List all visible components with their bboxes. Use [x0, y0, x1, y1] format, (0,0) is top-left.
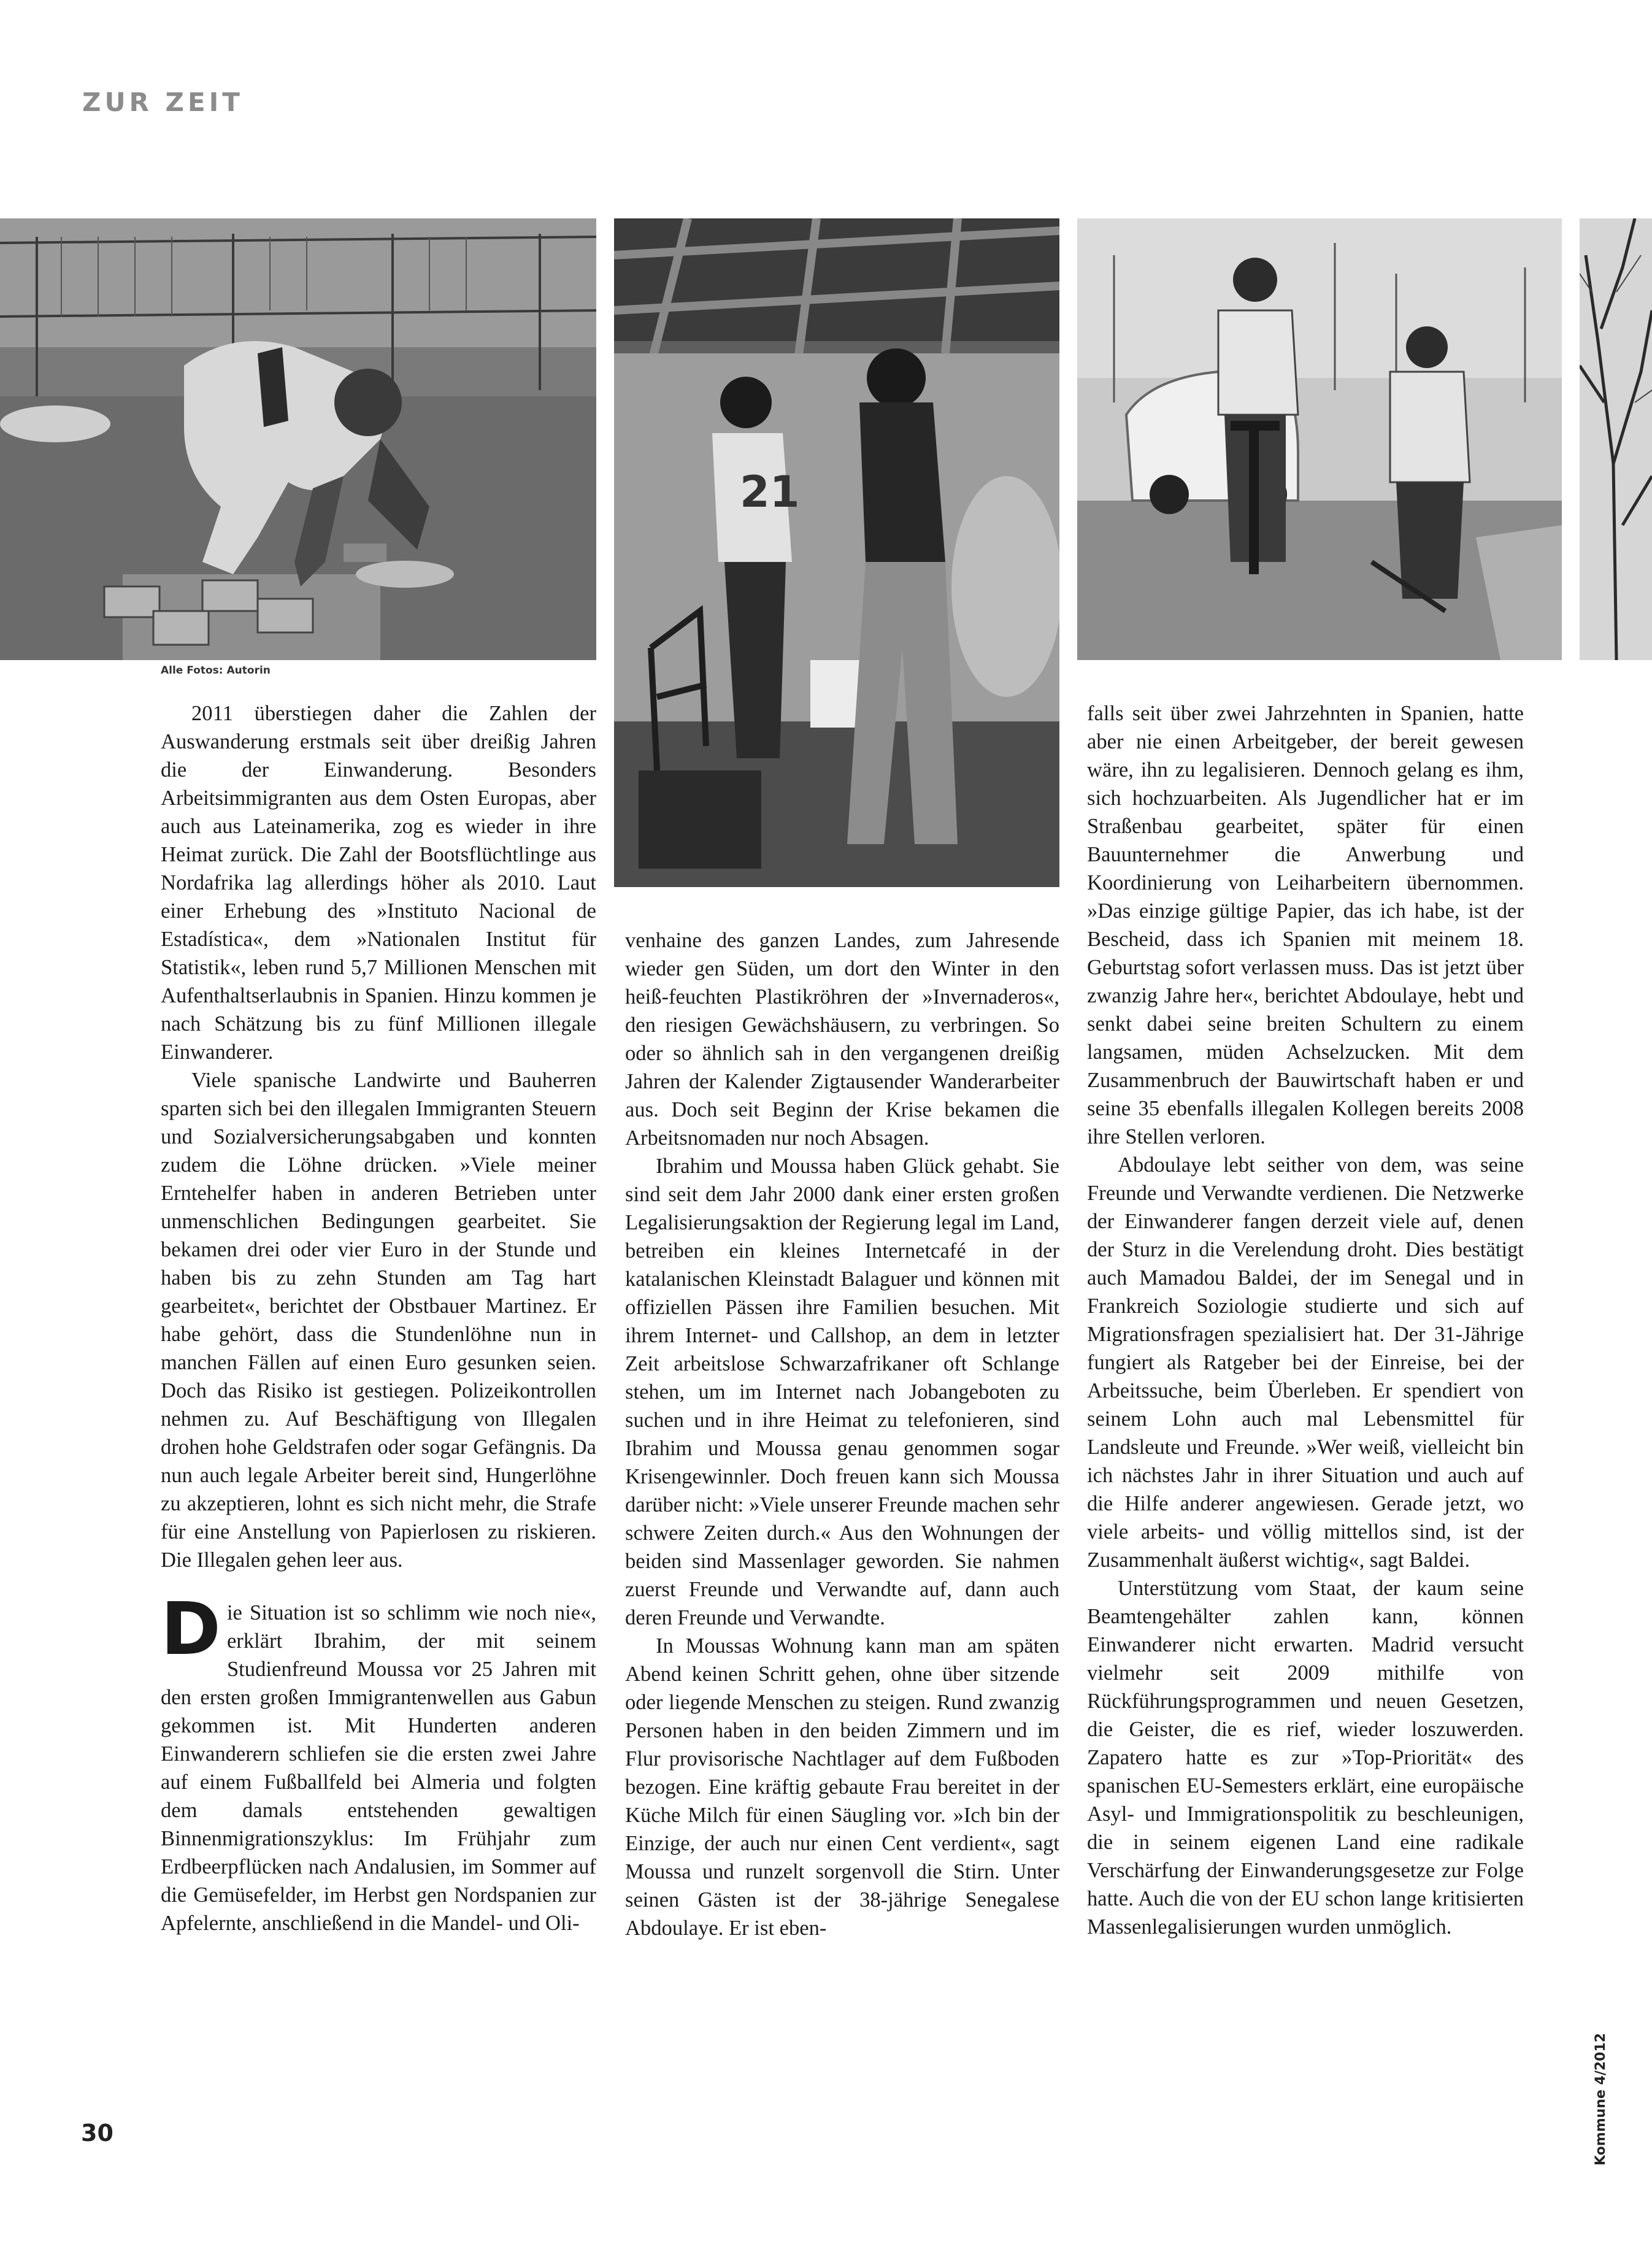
col3-paragraph-1: falls seit über zwei Jahrzehnten in Spanien, hatte aber nie einen Arbeitgeber, der bereit gewesen wäre, ihn zu legalisieren. Dennoch gelang es ihm, sich hochzuarbeiten. Als Jugendlicher hat er im Straßenbau gearbeitet, später für einen Bauunternehmer die Anwerbung und Koordinierung von Leiharbeitern übernommen. »Das einzige gültige Papier, das ich habe, ist der Bescheid, dass ich Spanien mit meinem 18. Geburtstag sofort verlassen muss. Das ist jetzt über zwanzig Jahre her«, berichtet Abdoulaye, hebt und senkt dabei seine breiten Schultern zu einem langsamen, müden Achselzucken. Mit dem Zusammenbruch der Bauwirtschaft haben er und seine 35 ebenfalls illegalen Kollegen bereits 2008 ihre Stellen verloren.: [1087, 702, 1524, 1148]
photo-worker-laying-pavers: [0, 218, 596, 660]
col2-paragraph-3: In Moussas Wohnung kann man am späten Abend keinen Schritt gehen, ohne über sitzende oder liegende Menschen zu steigen. Rund zwanzig Personen haben in den beiden Zimmern und im Flur provisorische Nachtlager auf dem Fußboden bezogen. Eine kräftig gebaute Frau bereitet in der Küche Milch für einen Säugling vor. »Ich bin der Einzige, der auch nur einen Cent verdient«, sagt Moussa und runzelt sorgenvoll die Stirn. Unter seinen Gästen ist der 38-jährige Senegalese Abdoulaye. Er ist eben-: [625, 1634, 1059, 1940]
column-2: [625, 926, 1059, 1942]
photo-jackhammer-icon: [1077, 218, 1562, 660]
svg-text:21: 21: [740, 467, 800, 517]
col3-paragraph-2: Abdoulaye lebt seither von dem, was seine Freunde und Verwandte verdienen. Die Netzwerke der Einwanderer fangen derzeit viele auf, denen der Sturz in die Verelendung droht. Dies bestätigt auch Mamadou Baldei, der im Senegal und in Frankreich Soziologie studierte und sich auf Migrationsfragen spezialisiert hat. Der 31-Jährige fungiert als Ratgeber bei der Einreise, bei der Arbeitssuche, beim Überleben. Er spendiert von seinem Lohn auch mal Lebensmittel für Landsleute und Freunde. »Wer weiß, vielleicht bin ich nächstes Jahr in ihrer Situation und auch auf die Hilfe anderer angewiesen. Gerade jetzt, wo viele arbeits- und völlig mittellos sind, ist der Zusammenhalt äußerst wichtig«, sagt Baldei.: [1087, 1153, 1524, 1572]
col1-paragraph-2: Viele spanische Landwirte und Bauherren sparten sich bei den illegalen Immigranten Steuern und Sozialversicherungsabgaben und konnten zudem die Löhne drücken. »Viele meiner Erntehelfer haben in anderen Betrieben unter unmenschlichen Bedingungen gearbeitet. Sie bekamen drei oder vier Euro in der Stunde und haben bis zu zehn Stunden am Tag hart gearbeitet«, berichtet der Obstbauer Martinez. Er habe gehört, dass die Stundenlöhne nun in manchen Fällen auf einen Euro gesunken seien. Doch das Risiko ist gestiegen. Polizeikontrollen nehmen zu. Auf Beschäftigung von Illegalen drohen hohe Geldstrafen oder sogar Gefängnis. Da nun auch legale Arbeiter bereit sind, Hungerlöhne zu akzeptieren, lohnt es sich nicht mehr, die Strafe für eine Anstellung von Papierlosen zu riskieren. Die Illegalen gehen leer aus.: [161, 1069, 596, 1572]
col2-paragraph-1: venhaine des ganzen Landes, zum Jahresende wieder gen Süden, um dort den Winter in den heiß-feuchten Plastikröhren der »Invernaderos«, den riesigen Gewächshäusern, zu verbringen. So oder so ähnlich sah in den vergangenen dreißig Jahren der Kalender Zigtausender Wanderarbeiter aus. Doch seit Beginn der Krise bekamen die Arbeitsnomaden nur noch Absagen.: [625, 929, 1059, 1150]
column-1: [161, 699, 596, 1937]
photo-credit: Alle Fotos: Autorin: [161, 664, 271, 677]
col1-paragraph-3: [161, 1586, 596, 1937]
section-header: ZUR ZEIT: [82, 87, 244, 117]
photo-shelter-icon: [614, 218, 1059, 887]
col2-paragraph-2: Ibrahim und Moussa haben Glück gehabt. Sie sind seit dem Jahr 2000 dank einer ersten großen Legalisierungsaktion der Regierung legal im Land, betreiben ein kleines Internetcafé in der katalanischen Kleinstadt Balaguer und können mit offiziellen Pässen ihre Familien besuchen. Mit ihrem Internet- und Callshop, an dem in letzter Zeit arbeitslose Schwarzafrikaner oft Schlange stehen, um im Internet nach Jobangeboten zu suchen und in ihre Heimat zu telefonieren, sind Ibrahim und Moussa genau genommen sogar Krisengewinnler. Doch freuen kann sich Moussa darüber nicht: »Viele unserer Freunde machen sehr schwere Zeiten durch.« Aus den Wohnungen der beiden sind Massenlager geworden. Sie nahmen zuerst Freunde und Verwandte auf, dann auch deren Freunde und Verwandte.: [625, 1155, 1059, 1629]
page-number: 30: [81, 2120, 113, 2147]
photo-worker-icon: [0, 218, 596, 660]
column-3: [1087, 699, 1524, 1941]
drop-cap: D: [161, 1586, 221, 1671]
photo-workers-with-jackhammer: [1077, 218, 1562, 660]
col3-paragraph-3: Unterstützung vom Staat, der kaum seine Beamtengehälter zahlen kann, können Einwanderer nicht erwarten. Madrid versucht vielmehr seit 2009 mithilfe von Rückführungsprogrammen und neuen Gesetzen, die Geister, die es rief, wieder loszuwerden. Zapatero hatte es zur »Top-Priorität« des spanischen EU-Semesters erklärt, eine europäische Asyl- und Immigrationspolitik zu beschleunigen, die in seinem eigenen Land eine radikale Verschärfung der Einwanderungsgesetze zur Folge hatte. Auch die von der EU schon lange kritisierten Massenlegalisierungen wurden unmöglich.: [1087, 1577, 1524, 1939]
col1-paragraph-3-text: ie Situation ist so schlimm wie noch nie«, erklärt Ibrahim, der mit seinem Studienfreund Moussa vor 25 Jahren mit den ersten großen Immigrantenwellen aus Gabun gekommen ist. Mit Hunderten anderen Einwanderern schliefen sie die ersten zwei Jahre auf einem Fußballfeld bei Almeria und folgten dem damals entstehenden gewaltigen Binnenmigrationszyklus: Im Frühjahr zum Erdbeerpflücken nach Andalusien, im Sommer auf die Gemüsefelder, im Herbst gen Nordspanien zur Apfelernte, anschließend in die Mandel- und Oli-: [161, 1601, 596, 1935]
photo-tree-icon: [1580, 218, 1652, 660]
col1-paragraph-1: 2011 überstiegen daher die Zahlen der Auswanderung erstmals seit über dreißig Jahren die der Einwanderung. Besonders Arbeitsimmigranten aus dem Osten Europas, aber auch aus Lateinamerika, zog es wieder in ihre Heimat zurück. Die Zahl der Bootsflüchtlinge aus Nordafrika lag allerdings höher als 2010. Laut einer Erhebung des »Instituto Nacional de Estadística«, dem »Nationalen Institut für Statistik«, leben rund 5,7 Millionen Menschen mit Aufenthaltserlaubnis in Spanien. Hinzu kommen je nach Schätzung bis zu fünf Millionen illegale Einwanderer.: [161, 702, 596, 1064]
photo-men-in-shelter: [614, 218, 1059, 887]
photo-bare-tree: [1580, 218, 1652, 660]
journal-issue: Kommune 4/2012: [1593, 2032, 1608, 2166]
